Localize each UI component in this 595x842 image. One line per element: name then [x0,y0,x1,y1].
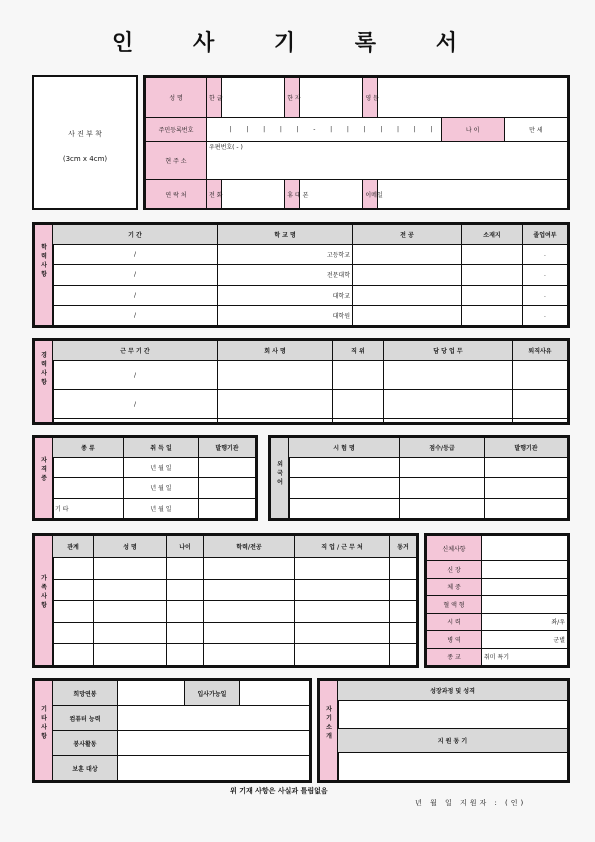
language-test-cell[interactable] [289,458,400,478]
side-char: 사 [41,593,47,600]
family-cell[interactable] [295,579,390,601]
rrn-digit: | [430,126,433,133]
career-table [52,340,568,423]
start-date-field[interactable] [240,681,310,706]
name-hanja-field[interactable] [300,78,363,118]
education-period-cell[interactable]: / [53,245,218,265]
mobile-field[interactable] [300,180,363,209]
family-cell[interactable] [204,622,295,644]
family-cell[interactable] [295,601,390,623]
rrn-digit: | [397,126,400,133]
license-type-cell[interactable] [53,458,124,478]
body-info-section [424,533,570,668]
education-header-graduation: 졸업여부 [523,225,568,245]
table-row [289,498,568,518]
license-header-issuer: 발행기관 [199,438,256,458]
family-cell[interactable] [53,644,94,666]
table-row [427,578,568,596]
family-cell[interactable] [204,558,295,580]
intro-table [337,680,568,781]
body-military-field[interactable]: 군별 [482,631,568,649]
career-reason-cell[interactable] [513,419,568,423]
side-char: 격 [41,466,47,473]
name-sub-hangul: 한 글 [207,78,222,118]
education-header-period: 기 간 [53,225,218,245]
education-school-cell[interactable]: 전문대학 [218,265,353,285]
body-vision-field[interactable]: 좌/우 [482,613,568,631]
education-period-cell[interactable]: / [53,265,218,285]
license-issuer-cell[interactable] [199,458,256,478]
family-header-age: 나이 [167,536,204,558]
education-location-cell[interactable] [462,285,523,305]
side-char: 기 [41,706,47,713]
rrn-digit: | [263,126,266,133]
family-cell[interactable] [204,601,295,623]
family-cell[interactable] [94,579,167,601]
side-char: 항 [41,733,47,740]
body-vision-label: 시 력 [427,613,482,631]
table-row [427,631,568,649]
career-company-cell[interactable] [218,390,333,419]
language-table [288,437,568,519]
family-section [32,533,419,668]
family-side-label [34,535,54,666]
table-row [53,622,417,644]
career-company-cell[interactable] [218,419,333,423]
side-char: 항 [41,602,47,609]
phone-field[interactable] [222,180,285,209]
language-score-cell[interactable] [400,458,485,478]
license-type-cell[interactable] [53,478,124,498]
education-major-cell[interactable] [353,245,462,265]
table-row [53,361,568,390]
career-duty-cell[interactable] [384,390,513,419]
family-cell[interactable] [167,622,204,644]
side-char: 국 [277,470,283,477]
career-reason-cell[interactable] [513,361,568,390]
table-row [53,390,568,419]
rrn-digit: | [346,126,349,133]
table-row [53,579,417,601]
family-cell[interactable] [295,622,390,644]
career-header-company: 회 사 명 [218,341,333,361]
salary-label: 희망연봉 [53,681,118,706]
family-cell[interactable] [390,579,417,601]
table-row [53,478,256,498]
volunteer-label: 봉사활동 [53,731,118,756]
education-header-location: 소재지 [462,225,523,245]
family-cell[interactable] [53,601,94,623]
body-military-label: 병 역 [427,631,482,649]
career-duty-cell[interactable] [384,361,513,390]
footer-statement: 위 기재 사항은 사실과 틀림없음 [230,787,328,795]
name-english-field[interactable] [378,78,568,118]
language-issuer-cell[interactable] [485,498,568,518]
education-school-cell[interactable]: 대학교 [218,285,353,305]
side-char: 증 [41,475,47,482]
family-cell[interactable] [167,601,204,623]
intro-side-label [319,680,339,781]
language-test-cell[interactable] [289,478,400,498]
misc-section [32,678,312,783]
language-issuer-cell[interactable] [485,458,568,478]
rrn-label: 주민등록번호 [146,118,207,142]
side-char: 사 [41,262,47,269]
side-char: 소 [326,724,332,731]
table-row [53,498,256,518]
family-header-cohabit: 동거 [390,536,417,558]
salary-field[interactable] [118,681,185,706]
family-cell[interactable] [204,644,295,666]
contact-sub-email: 이메일 [363,180,378,209]
age-field[interactable]: 만 세 [504,118,567,142]
language-issuer-cell[interactable] [485,478,568,498]
side-char: 경 [41,352,47,359]
education-period-cell[interactable]: / [53,305,218,325]
career-position-cell[interactable] [333,390,384,419]
table-row [289,458,568,478]
family-header-education: 학력/전공 [204,536,295,558]
side-char: 항 [41,379,47,386]
license-date-cell[interactable]: 년 월 일 [124,498,199,518]
rrn-dash: - [313,126,316,133]
side-char: 자 [41,457,47,464]
license-date-cell[interactable]: 년 월 일 [124,478,199,498]
veteran-field[interactable] [118,756,310,781]
body-height-label: 신 장 [427,561,482,579]
education-header-school: 학 교 명 [218,225,353,245]
education-location-cell[interactable] [462,245,523,265]
photo-extra-cell [482,536,568,561]
license-date-cell[interactable]: 년 월 일 [124,458,199,478]
footer-date-signature: 년 월 일 지원자 : (인) [415,799,527,807]
computer-field[interactable] [118,706,310,731]
family-cell[interactable] [390,601,417,623]
table-row [53,731,310,756]
name-label: 성 명 [146,78,207,118]
family-cell[interactable] [94,644,167,666]
career-period-cell[interactable] [53,419,218,423]
contact-sub-mobile: 휴 대 폰 [285,180,300,209]
computer-label: 컴퓨터 능력 [53,706,118,731]
table-row [53,285,568,305]
education-table [52,224,568,326]
side-char: 외 [277,461,283,468]
rrn-digit: | [330,126,333,133]
side-char: 어 [277,479,283,486]
education-graduation-cell[interactable]: . [523,285,568,305]
language-test-cell[interactable] [289,498,400,518]
family-cell[interactable] [167,558,204,580]
career-reason-cell[interactable] [513,390,568,419]
intro-motive-field[interactable] [338,753,568,781]
side-char: 족 [41,584,47,591]
volunteer-field[interactable] [118,731,310,756]
language-section [268,435,570,521]
veteran-label: 보훈 대상 [53,756,118,781]
family-header-name: 성 명 [94,536,167,558]
career-company-cell[interactable] [218,361,333,390]
body-blood-label: 혈 액 형 [427,596,482,614]
license-table [52,437,256,519]
education-school-cell[interactable]: 고등학교 [218,245,353,265]
rrn-digit: | [246,126,249,133]
family-cell[interactable] [167,644,204,666]
license-section [32,435,258,521]
side-char: 학 [41,244,47,251]
license-header-type: 종 류 [53,438,124,458]
table-row [427,648,568,666]
table-row [53,558,417,580]
side-char: 력 [41,361,47,368]
education-graduation-cell[interactable]: . [523,305,568,325]
name-sub-hanja: 한 자 [285,78,300,118]
body-religion-label: 종 교 [427,648,482,666]
body-weight-label: 체 중 [427,578,482,596]
family-cell[interactable] [204,579,295,601]
license-side-label [34,437,54,519]
career-header-period: 근 무 기 간 [53,341,218,361]
rrn-field[interactable] [207,118,442,142]
intro-motive-header: 지 원 동 기 [338,729,568,753]
table-row [53,419,568,423]
name-hangul-field[interactable] [222,78,285,118]
body-height-field[interactable] [482,561,568,579]
body-religion-field[interactable]: 취미 특기 [482,648,568,666]
name-sub-english: 영 문 [363,78,378,118]
family-cell[interactable] [53,622,94,644]
table-row [53,756,310,781]
table-row [53,305,568,325]
family-cell[interactable] [390,558,417,580]
career-position-cell[interactable] [333,419,384,423]
career-duty-cell[interactable] [384,419,513,423]
rrn-digit: | [296,126,299,133]
language-header-test: 시 험 명 [289,438,400,458]
side-char: 항 [41,271,47,278]
body-info-header: 신체사항 [427,536,482,561]
language-header-score: 점수/등급 [400,438,485,458]
intro-header: 성장과정 및 성격 [338,681,568,701]
career-section [32,338,570,425]
body-info-table [426,535,568,666]
license-issuer-cell[interactable] [199,478,256,498]
rrn-digit: | [413,126,416,133]
body-blood-field[interactable] [482,596,568,614]
address-field[interactable]: 우편번호( - ) [207,142,568,180]
table-row [53,681,310,706]
family-cell[interactable] [390,622,417,644]
family-cell[interactable] [390,644,417,666]
career-position-cell[interactable] [333,361,384,390]
career-header-reason: 퇴직사유 [513,341,568,361]
education-major-cell[interactable] [353,265,462,285]
language-header-issuer: 발행기관 [485,438,568,458]
address-label: 현 주 소 [146,142,207,180]
family-header-relation: 관계 [53,536,94,558]
page-title: 인 사 기 록 서 [112,31,483,56]
table-row [427,613,568,631]
education-major-cell[interactable] [353,305,462,325]
table-row [427,561,568,579]
intro-section [317,678,570,783]
side-char: 타 [41,715,47,722]
table-row [53,265,568,285]
education-graduation-cell[interactable]: . [523,245,568,265]
language-score-cell[interactable] [400,498,485,518]
family-cell[interactable] [167,579,204,601]
family-cell[interactable] [295,558,390,580]
photo-box [32,75,138,210]
education-major-cell[interactable] [353,285,462,305]
license-header-date: 취 득 일 [124,438,199,458]
family-cell[interactable] [53,558,94,580]
personal-info-table [143,75,570,210]
career-header-duty: 담 당 업 무 [384,341,513,361]
table-row [53,644,417,666]
rrn-digit: | [279,126,282,133]
rrn-digit: | [363,126,366,133]
side-char: 자 [326,706,332,713]
table-row [53,245,568,265]
language-side-label [270,437,290,519]
language-score-cell[interactable] [400,478,485,498]
family-cell[interactable] [94,601,167,623]
contact-label: 연 락 처 [146,180,207,209]
side-char: 기 [326,715,332,722]
intro-growth-field[interactable] [338,701,568,729]
rrn-digit: | [380,126,383,133]
career-side-label [34,340,54,423]
misc-table [52,680,310,781]
education-location-cell[interactable] [462,265,523,285]
contact-sub-phone: 전 화 [207,180,222,209]
side-char: 개 [326,733,332,740]
side-char: 사 [41,724,47,731]
side-char: 력 [41,253,47,260]
rrn-digit: | [229,126,232,133]
age-label: 나 이 [441,118,504,142]
career-period-cell[interactable]: / [53,361,218,390]
license-type-cell[interactable]: 기 타 [53,498,124,518]
table-row [53,458,256,478]
education-school-cell[interactable]: 대학원 [218,305,353,325]
license-issuer-cell[interactable] [199,498,256,518]
table-row [427,596,568,614]
family-cell[interactable] [94,558,167,580]
career-header-position: 직 위 [333,341,384,361]
side-char: 사 [41,370,47,377]
family-cell[interactable] [94,622,167,644]
photo-label: 사 진 부 착 [68,130,102,138]
photo-size-label: (3cm x 4cm) [62,155,108,163]
side-char: 가 [41,575,47,582]
education-location-cell[interactable] [462,305,523,325]
career-period-cell[interactable]: / [53,390,218,419]
body-weight-field[interactable] [482,578,568,596]
email-field[interactable] [378,180,568,209]
family-table [52,535,417,666]
education-graduation-cell[interactable]: . [523,265,568,285]
education-side-label [34,224,54,326]
start-date-label: 입사가능일 [185,681,240,706]
education-section [32,222,570,328]
education-header-major: 전 공 [353,225,462,245]
rrn-boxes [209,126,439,133]
table-row [53,601,417,623]
family-header-job: 직 업 / 근 무 처 [295,536,390,558]
misc-side-label [34,680,54,781]
family-cell[interactable] [295,644,390,666]
table-row [289,478,568,498]
family-cell[interactable] [53,579,94,601]
education-period-cell[interactable]: / [53,285,218,305]
table-row [53,706,310,731]
